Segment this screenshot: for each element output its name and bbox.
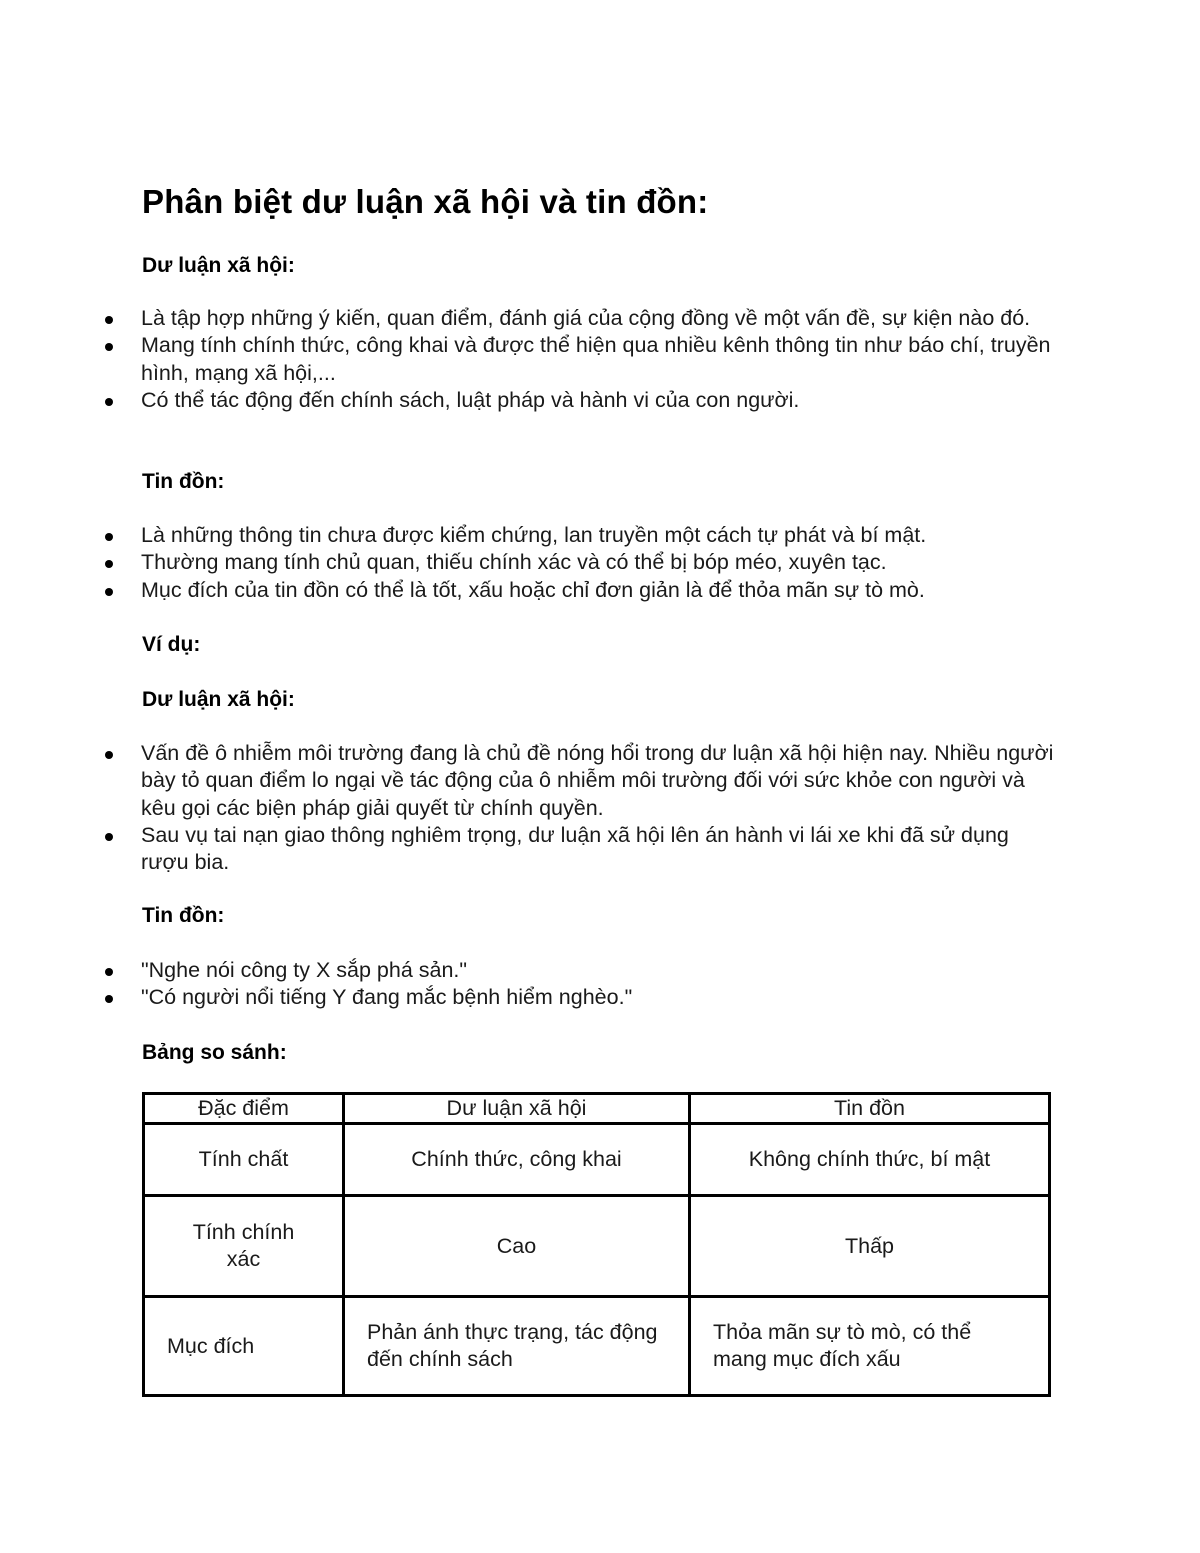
- public-opinion-list: [0, 305, 1060, 414]
- table-row: [144, 1297, 1050, 1396]
- table-row: [144, 1124, 1050, 1196]
- table-cell: Phản ánh thực trạng, tác động đến chính sách: [344, 1297, 690, 1396]
- section-heading-public-opinion: Dư luận xã hội:: [142, 254, 295, 277]
- table-header-cell: Đặc điểm: [144, 1094, 344, 1124]
- list-item: Sau vụ tai nạn giao thông nghiêm trọng, dư luận xã hội lên án hành vi lái xe khi đã sử dụng rượu bia.: [0, 822, 1060, 877]
- list-item: Thường mang tính chủ quan, thiếu chính xác và có thể bị bóp méo, xuyên tạc.: [0, 549, 1060, 576]
- list-item: "Có người nổi tiếng Y đang mắc bệnh hiểm nghèo.": [0, 984, 1060, 1011]
- example-heading-rumor: Tin đồn:: [142, 904, 225, 927]
- example-heading-public-opinion: Dư luận xã hội:: [142, 688, 295, 711]
- comparison-table: [142, 1092, 1051, 1397]
- table-row: [144, 1196, 1050, 1297]
- table-cell: Tính chất: [144, 1124, 344, 1196]
- list-item: Là tập hợp những ý kiến, quan điểm, đánh giá của cộng đồng về một vấn đề, sự kiện nào đó.: [0, 305, 1060, 332]
- list-item: Là những thông tin chưa được kiểm chứng, lan truyền một cách tự phát và bí mật.: [0, 522, 1060, 549]
- table-cell: Thỏa mãn sự tò mò, có thể mang mục đích xấu: [690, 1297, 1050, 1396]
- table-header-row: [144, 1094, 1050, 1124]
- list-item: Có thể tác động đến chính sách, luật pháp và hành vi của con người.: [0, 387, 1060, 414]
- table-header-cell: Tin đồn: [690, 1094, 1050, 1124]
- example-public-opinion-list: [0, 740, 1060, 876]
- table-cell: Không chính thức, bí mật: [690, 1124, 1050, 1196]
- list-item: Mang tính chính thức, công khai và được thể hiện qua nhiều kênh thông tin như báo chí, truyền hình, mạng xã hội,...: [0, 332, 1060, 387]
- table-cell: Mục đích: [144, 1297, 344, 1396]
- section-heading-examples: Ví dụ:: [142, 633, 201, 656]
- list-item: "Nghe nói công ty X sắp phá sản.": [0, 957, 1060, 984]
- example-rumor-list: [0, 957, 1060, 1012]
- table-cell: Chính thức, công khai: [344, 1124, 690, 1196]
- list-item: Vấn đề ô nhiễm môi trường đang là chủ đề nóng hổi trong dư luận xã hội hiện nay. Nhiều người bày tỏ quan điểm lo ngại về tác động của ô nhiễm môi trường đối với sức khỏe con người và kêu gọi các biện pháp giải quyết từ chính quyền.: [0, 740, 1060, 822]
- rumor-list: [0, 522, 1060, 604]
- section-heading-rumor: Tin đồn:: [142, 470, 225, 493]
- table-header-cell: Dư luận xã hội: [344, 1094, 690, 1124]
- table-cell: Tính chính xác: [144, 1196, 344, 1297]
- table-cell: Thấp: [690, 1196, 1050, 1297]
- page-title: Phân biệt dư luận xã hội và tin đồn:: [142, 183, 709, 220]
- comparison-heading: Bảng so sánh:: [142, 1041, 287, 1064]
- list-item: Mục đích của tin đồn có thể là tốt, xấu hoặc chỉ đơn giản là để thỏa mãn sự tò mò.: [0, 577, 1060, 604]
- table-cell: Cao: [344, 1196, 690, 1297]
